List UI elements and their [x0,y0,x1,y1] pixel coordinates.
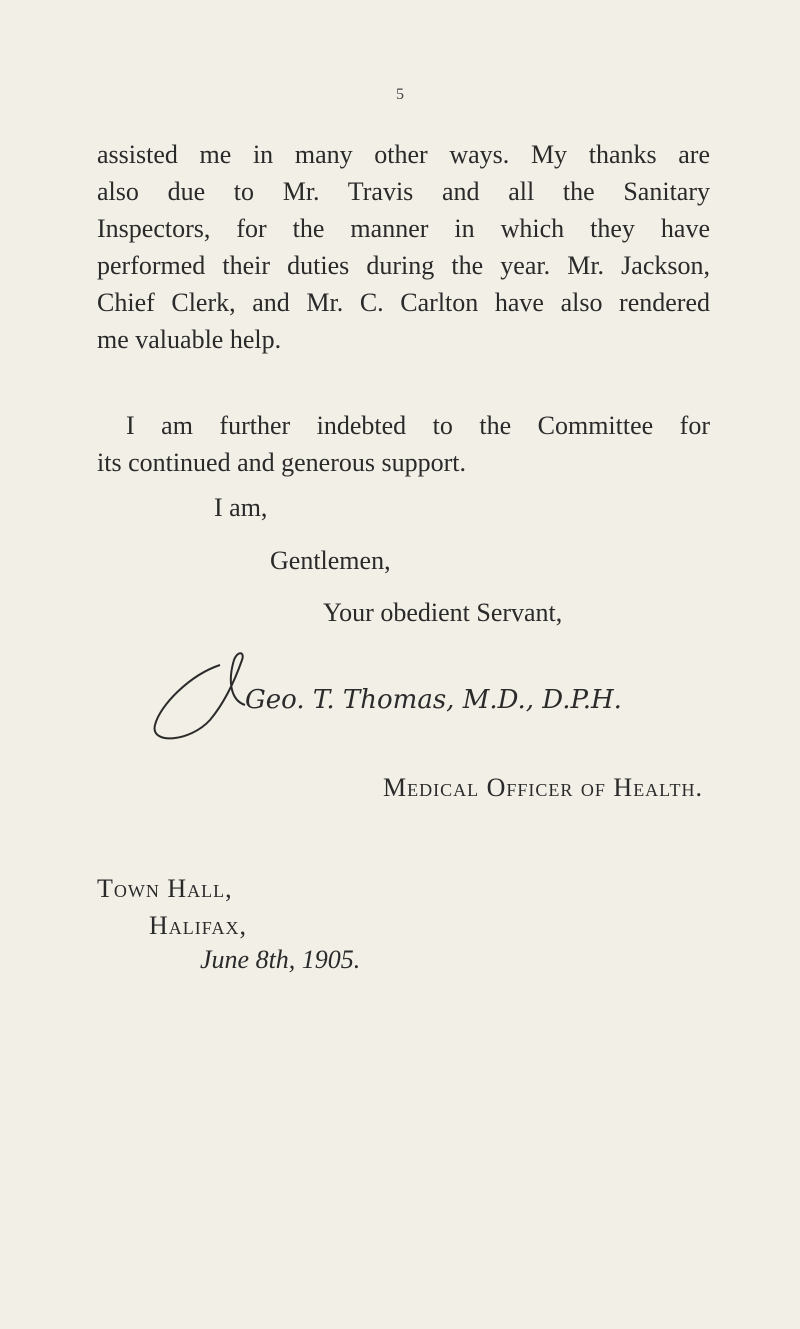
address-line-2: Halifax, [149,911,247,940]
letter-date: June 8th, 1905. [200,945,361,974]
text-line: assisted me in many other ways. My thanks are [97,140,710,169]
text-line: me valuable help. [97,325,282,354]
closing-i-am: I am, [214,493,268,522]
text-line: performed their duties during the year. Mr. Jackson, [97,251,710,280]
text-line: also due to Mr. Travis and all the Sanitary [97,177,710,206]
signature-text: Geo. T. Thomas, M.D., D.P.H. [245,685,622,715]
closing-salutation: Gentlemen, [270,546,391,575]
text-line: I am further indebted to the Committee for [126,411,710,440]
body-paragraph-2 [97,407,710,481]
address-line-1: Town Hall, [97,874,233,903]
body-paragraph-1 [97,136,710,358]
officer-title: Medical Officer of Health. [383,773,704,802]
closing-valediction: Your obedient Servant, [323,598,563,627]
page-number: 5 [396,86,404,103]
text-line: Chief Clerk, and Mr. C. Carlton have also rendered [97,288,710,317]
handwritten-signature [150,650,730,745]
text-line: Inspectors, for the manner in which they have [97,214,710,243]
text-line: its continued and generous support. [97,448,466,477]
signature-graphic [150,650,730,745]
